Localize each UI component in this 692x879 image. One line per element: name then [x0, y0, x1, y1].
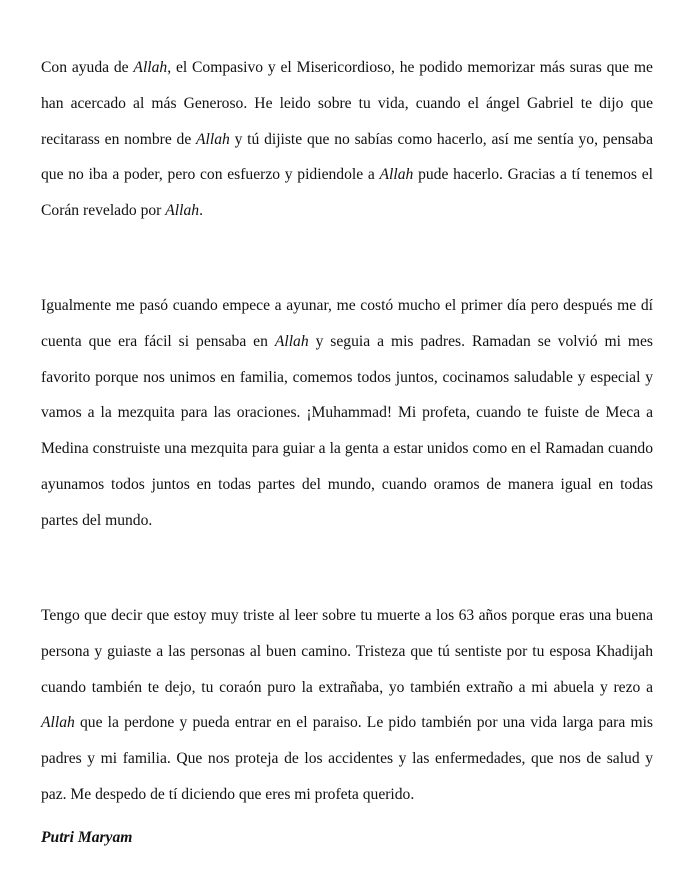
paragraph-1	[41, 50, 653, 229]
paragraph-text: Con ayuda de	[41, 59, 134, 76]
paragraph-text: pude hacerlo. Gracias a tí tenemos el Corán revelado por	[41, 166, 653, 220]
allah-italic: Allah	[274, 332, 309, 350]
allah-italic: Allah	[133, 59, 168, 76]
paragraph-text: y tú dijiste que no sabías como hacerlo, así me sentía yo, pensaba que no iba a poder, pero con esfuerzo y pidiendole a	[41, 130, 653, 184]
paragraph-text: y seguia a mis padres. Ramadan se volvió mi mes favorito porque nos unimos en familia, comemos todos juntos, cocinamos saludable y especial y vamos a la mezquita para las oraciones. ¡Muhammad! Mi profeta, cuando te fuiste de Meca a Medina construiste una mezquita para guiar a la genta a estar unidos como en el Ramadan cuando ayunamos todos juntos en todas partes del mundo, cuando oramos de manera igual en todas partes del mundo.	[41, 332, 653, 529]
paragraph-3	[41, 598, 653, 813]
allah-italic: Allah	[41, 714, 75, 732]
paragraph-text: que la perdone y pueda entrar en el paraiso. Le pido también por una vida larga para mis padres y mi familia. Que nos proteja de los accidentes y las enfermedades, que nos de salud y paz. Me despedo de tí diciendo que eres mi profeta querido.	[41, 714, 653, 803]
paragraph-2	[41, 288, 653, 539]
paragraph-text: Igualmente me pasó cuando empece a ayunar, me costó mucho el primer día pero después me dí cuenta que era fácil si pensaba en	[41, 297, 653, 350]
allah-italic: Allah	[165, 202, 200, 220]
paragraph-text: .	[199, 202, 203, 220]
paragraph-text: , el Compasivo y el Misericordioso, he podido memorizar más suras que me han acercado al más Generoso. He leido sobre tu vida, cuando el ángel Gabriel te dijo que recitarass en nombre de	[41, 59, 653, 148]
paragraph-text: Tengo que decir que estoy muy triste al leer sobre tu muerte a los 63 años porque eras una buena persona y guiaste a las personas al buen camino. Tristeza que tú sentiste por tu esposa Khadijah cuando también te dejo, tu coraón puro la extrañaba, yo también extraño a mi abuela y rezo a	[41, 607, 653, 696]
allah-italic: Allah	[196, 130, 230, 148]
allah-italic: Allah	[379, 166, 414, 184]
signature: Putri Maryam	[41, 829, 133, 846]
